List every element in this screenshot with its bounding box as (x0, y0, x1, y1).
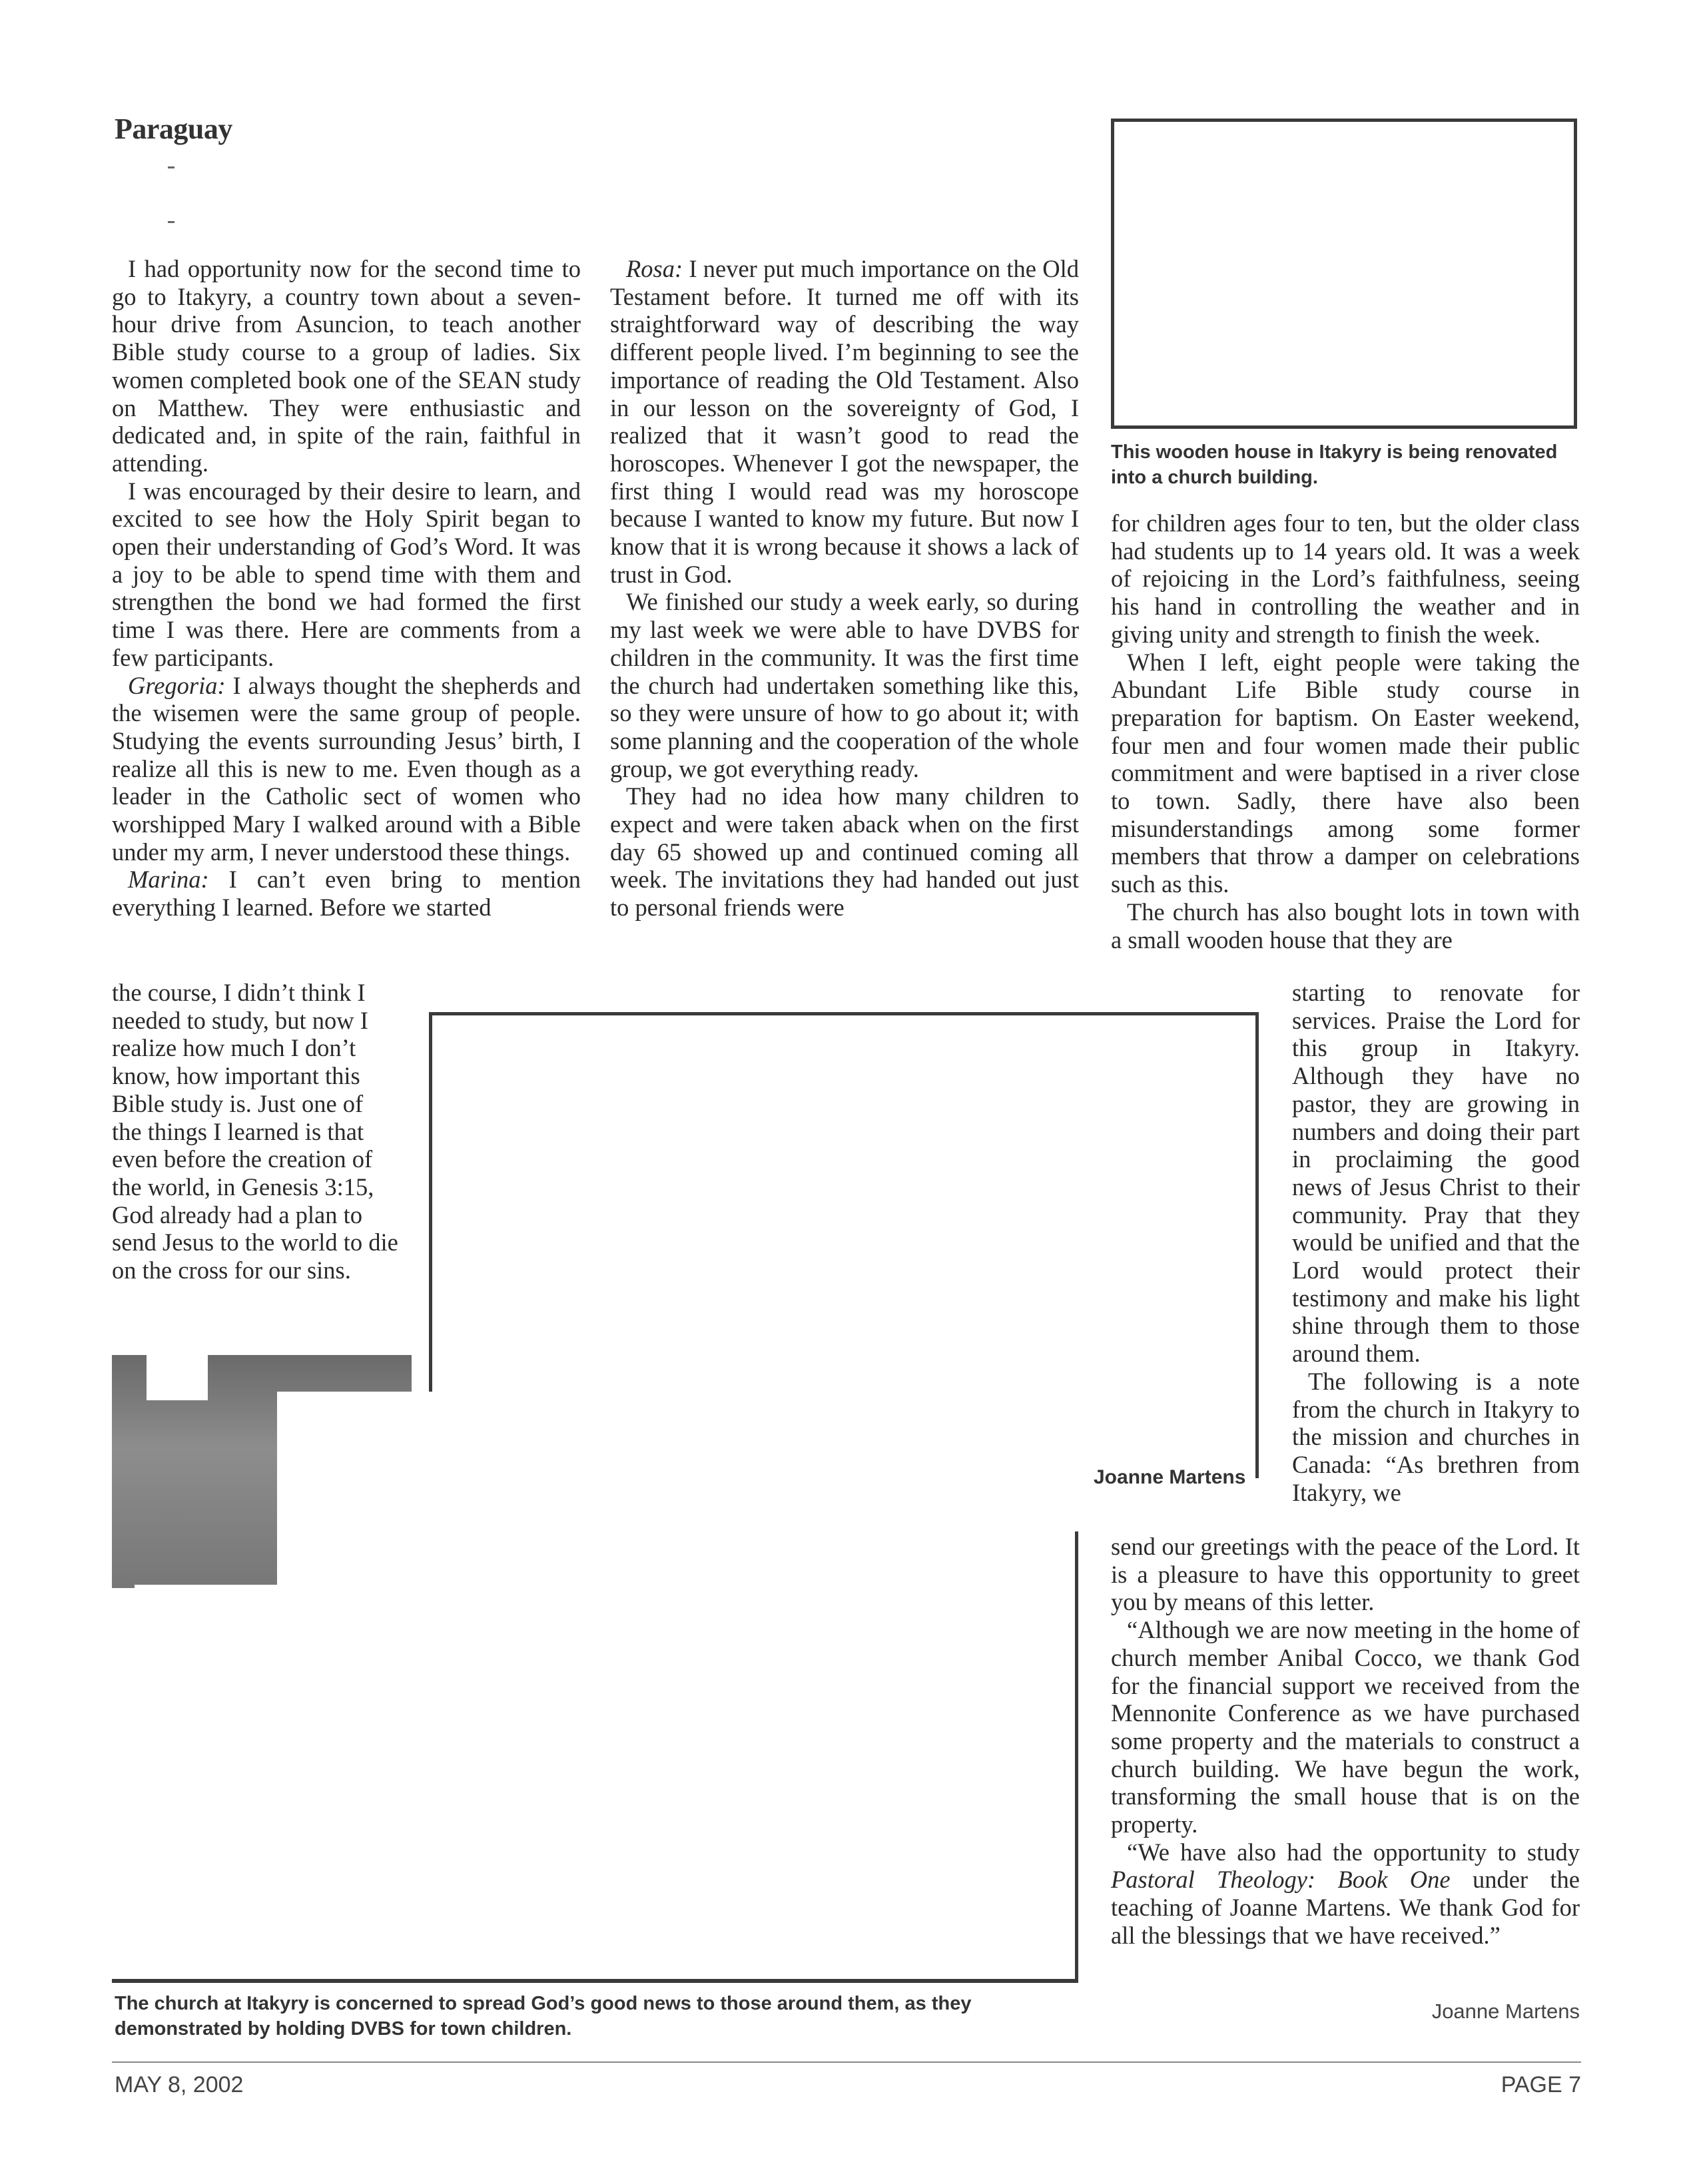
paragraph: The church has also bought lots in town with a small wooden house that they are (1111, 898, 1580, 954)
photo-frame-right-lower (1075, 1531, 1078, 1981)
divider-mark (168, 221, 174, 223)
footer-rule (112, 2061, 1581, 2063)
paragraph: starting to renovate for services. Praise the Lord for this group in Itakyry. Although they have no pastor, they are growing in numbers and doing their part in proclaiming the good news of Jesus Christ to their community. Pray that they would be unified and that the Lord would protect their testimony and make his light shine through them to those around them. (1292, 979, 1580, 1368)
paragraph: the course, I didn’t think I needed to study, but now I realize how much I don’t know, how important this Bible study is. Just one of the things I learned is that even before the creation of the world, in Genesis 3:15, God already had a plan to send Jesus to the world to die on the cross for our sins. (112, 979, 398, 1284)
paragraph: I had opportunity now for the second time to go to Itakyry, a country town about a seven-hour drive from Asuncion, to teach another Bible study course to a group of ladies. Six women completed book one of the SEAN study on Matthew. They were enthusiastic and dedicated and, in spite of the rain, faithful in attending. (112, 255, 581, 477)
photo-dvbs-children (112, 1355, 412, 1994)
photo-caption-top: This wooden house in Itakyry is being renovated into a church building. (1111, 441, 1558, 488)
photo-frame-top (432, 1012, 1259, 1015)
footer-date: MAY 8, 2002 (115, 2072, 244, 2097)
article-column-2 (610, 255, 1079, 922)
photo-frame-left (429, 1012, 432, 1392)
speaker-name: Marina: (128, 866, 209, 894)
paragraph: for children ages four to ten, but the older class had students up to 14 years old. It was a week of rejoicing in the Lord’s faithfulness, seeing his hand in controlling the weather and in giving unity and strength to finish the week. (1111, 509, 1580, 648)
photo-frame-right (1255, 1012, 1259, 1478)
speaker-name: Rosa: (626, 255, 683, 282)
article-column-3 (1111, 509, 1580, 954)
paragraph: They had no idea how many children to expect and were taken aback when on the first day 65 showed up and continued coming all week. The invitations they had handed out just to personal friends were (610, 782, 1079, 922)
photo-wooden-house (1111, 119, 1577, 429)
speaker-name: Gregoria: (128, 671, 226, 699)
divider-mark (168, 166, 174, 168)
paragraph: I was encouraged by their desire to learn, and excited to see how the Holy Spirit began to open their understanding of God’s Word. It was a joy to be able to spend time with them and strengthen the bond we had formed the first time I was there. Here are comments from a few participants. (112, 477, 581, 671)
article-column-3-lower (1111, 1533, 1580, 1950)
paragraph: Gregoria: I always thought the shepherds and the wisemen were the same group of people. Studying the events surrounding Jesus’ birth, I realize all this is new to me. Even though as a leader in the Catholic sect of women who worshipped Mary I walked around with a Bible under my arm, I never understood these things. (112, 671, 581, 866)
article-column-1-continued (112, 979, 398, 1284)
paragraph: The following is a note from the church in Itakyry to the mission and churches in Canada: “As brethren from Itakyry, we (1292, 1367, 1580, 1506)
photo-credit: Joanne Martens (1094, 1466, 1246, 1488)
photo-frame-bottom (112, 1979, 1078, 1983)
article-column-1 (112, 255, 581, 922)
author-signature: Joanne Martens (1431, 2000, 1580, 2023)
article-column-3-wrap (1292, 979, 1580, 1506)
book-title: Pastoral Theology: Book One (1111, 1866, 1451, 1894)
paragraph: We finished our study a week early, so during my last week we were able to have DVBS for children in the community. It was the first time the church had undertaken something like this, so they were unsure of how to go about it; with some planning and the cooperation of the whole group, we got everything ready. (610, 588, 1079, 782)
section-label: Paraguay (115, 113, 232, 145)
photo-caption-bottom: The church at Itakyry is concerned to spread God’s good news to those around them, as they demonstrated by holding DVBS for town children. (115, 1993, 972, 2040)
paragraph: Marina: I can’t even bring to mention everything I learned. Before we started (112, 866, 581, 922)
paragraph: “Although we are now meeting in the home of church member Anibal Cocco, we thank God for the financial support we received from the Mennonite Conference as we have purchased some property and the materials to construct a church building. We have begun the work, transforming the small house that is on the property. (1111, 1616, 1580, 1838)
paragraph: send our greetings with the peace of the Lord. It is a pleasure to have this opportunity to greet you by means of this letter. (1111, 1533, 1580, 1616)
paragraph: When I left, eight people were taking the Abundant Life Bible study course in preparation for baptism. On Easter weekend, four men and four women made their public commitment and were baptised in a river close to town. Sadly, there have also been misunderstandings among some former members that throw a damper on celebrations such as this. (1111, 648, 1580, 898)
footer-page-number: PAGE 7 (1501, 2072, 1581, 2097)
paragraph: Rosa: I never put much importance on the Old Testament before. It turned me off with its straightforward way of describing the way different people lived. I’m beginning to see the importance of reading the Old Testament. Also in our lesson on the sovereignty of God, I realized that it wasn’t good to read the horoscopes. Whenever I got the newspaper, the first thing I would read was my horoscope because I wanted to know my future. But now I know that it is wrong because it shows a lack of trust in God. (610, 255, 1079, 588)
paragraph: “We have also had the opportunity to study Pastoral Theology: Book One under the teaching of Joanne Martens. We thank God for all the blessings that we have received.” (1111, 1838, 1580, 1949)
